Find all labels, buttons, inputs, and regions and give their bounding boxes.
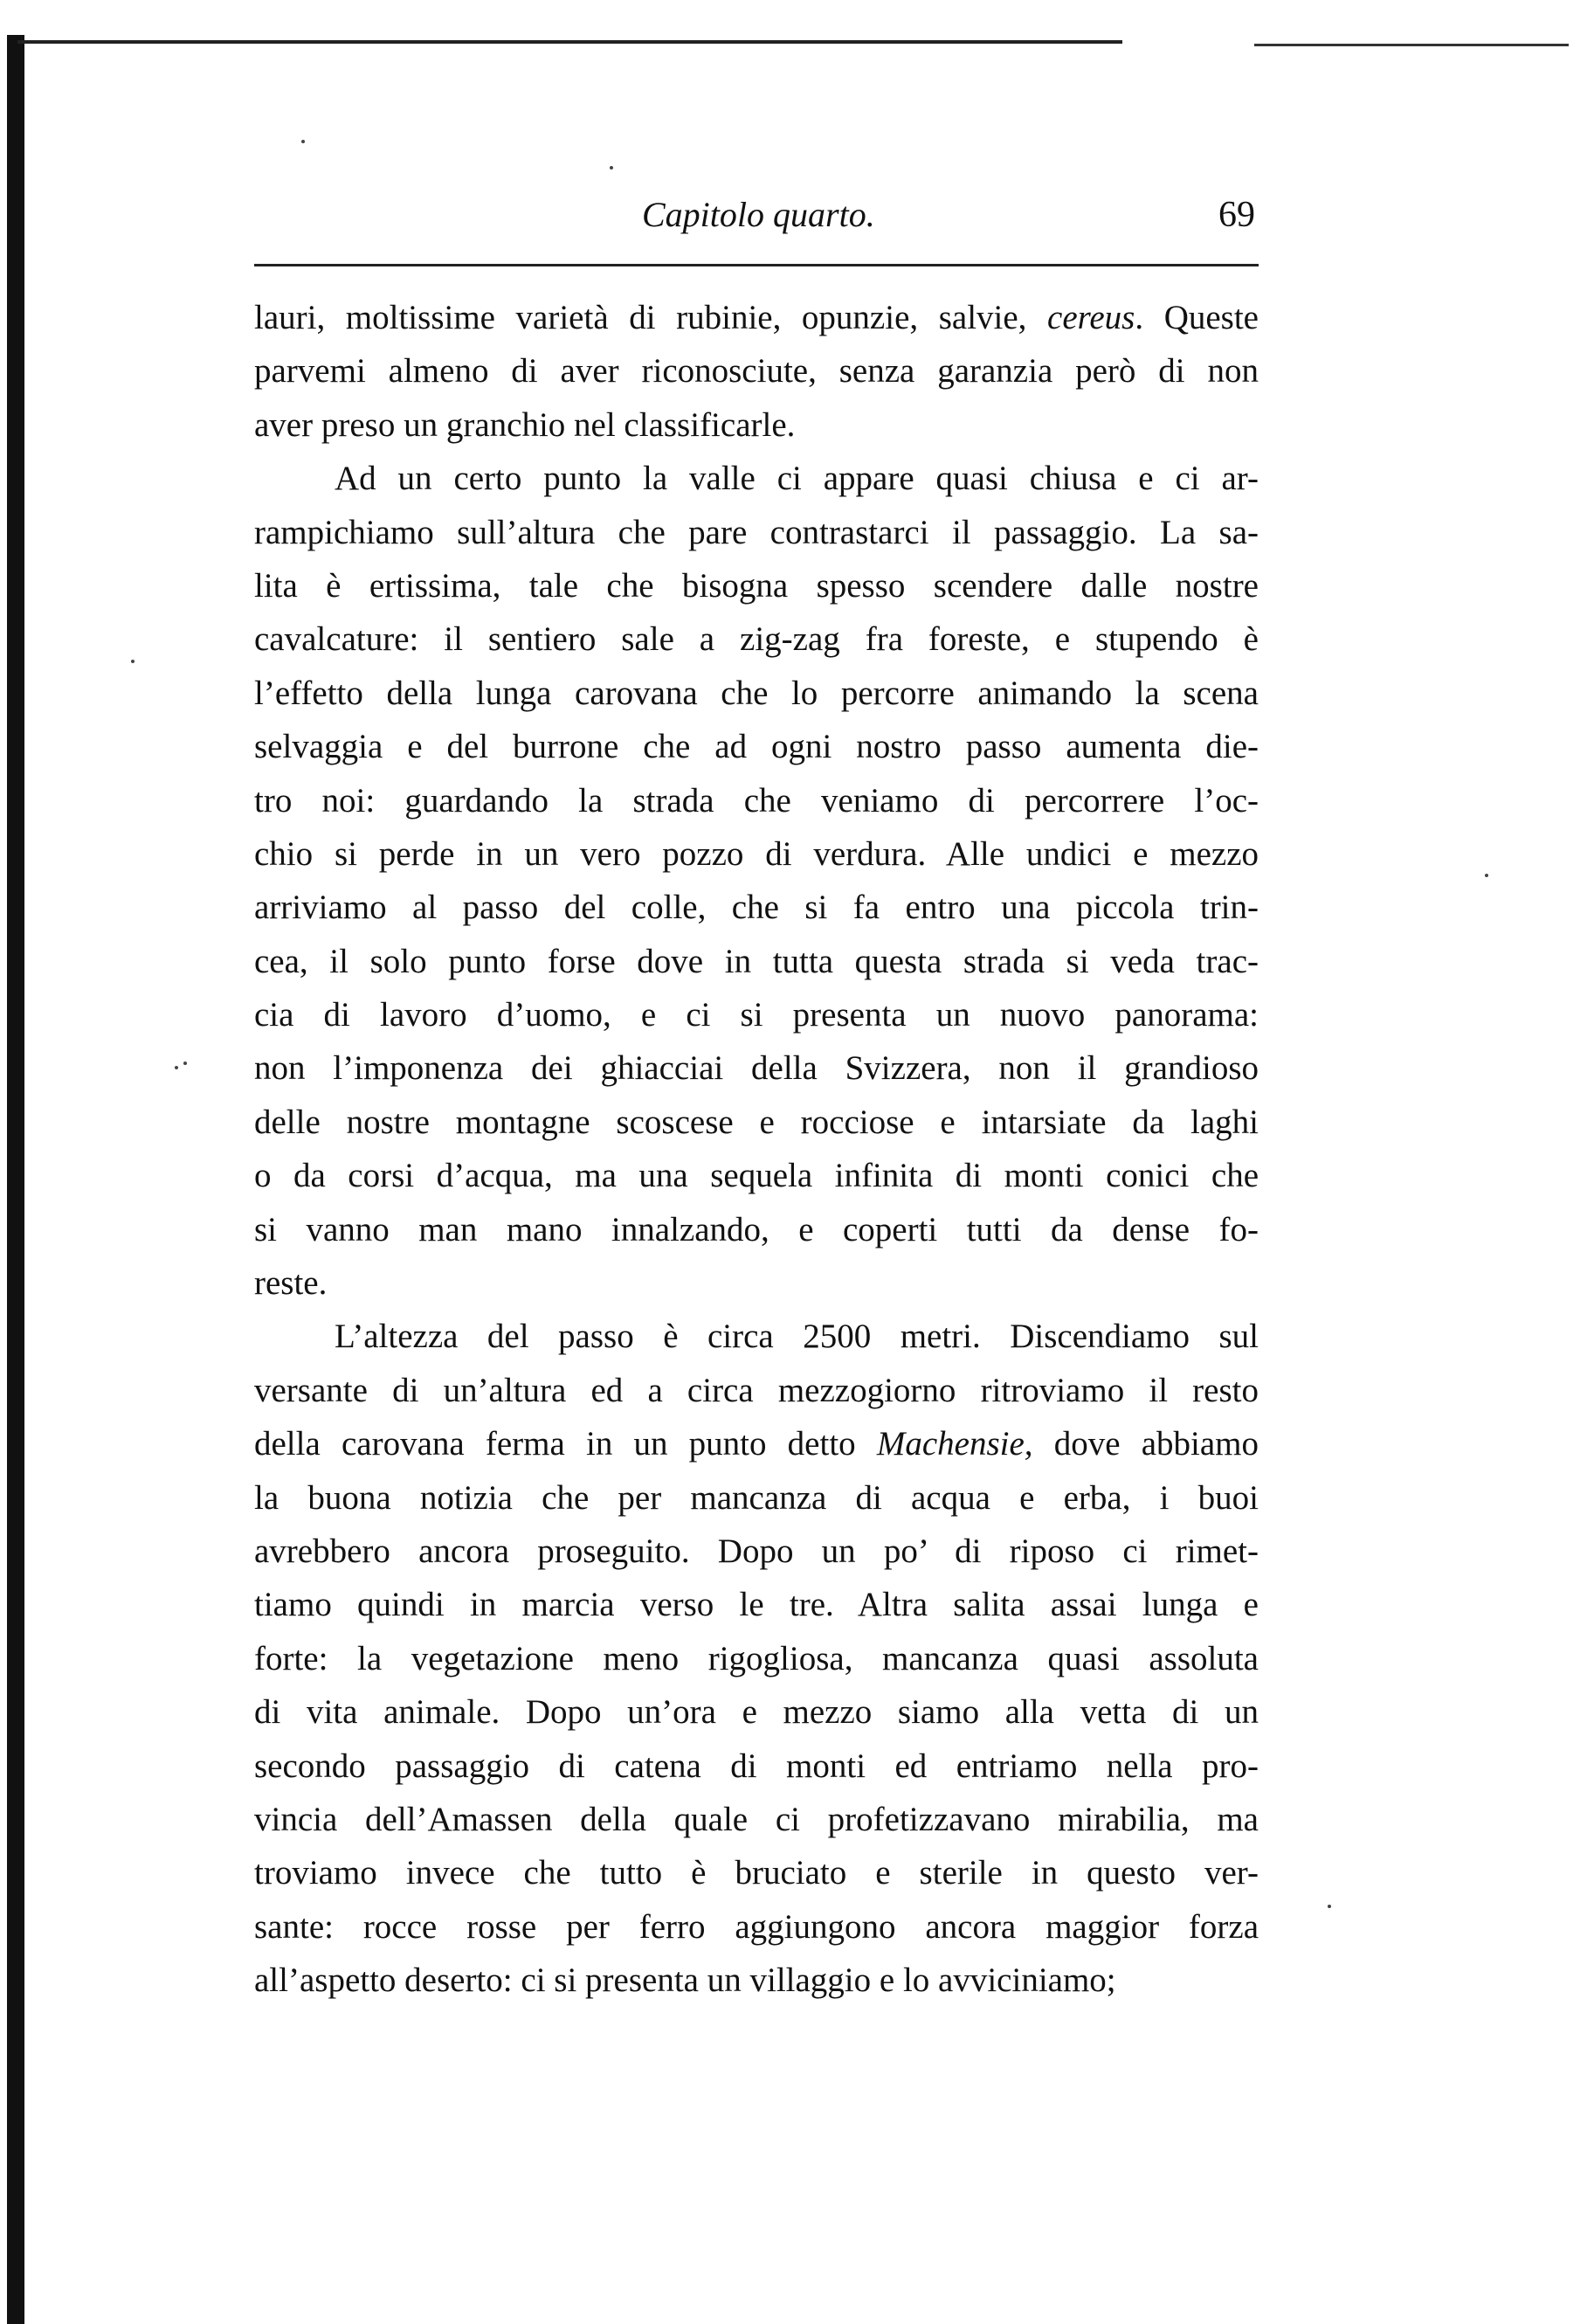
- text-line: [254, 612, 1259, 666]
- text-segment: cea, il solo punto forse dove in tutta questa strada si veda trac-: [254, 942, 1259, 980]
- text-line: [254, 1578, 1259, 1631]
- text-segment: si vanno man mano innalzando, e coperti tutti da dense fo-: [254, 1210, 1259, 1248]
- text-line: [254, 452, 1259, 505]
- text-segment: cavalcature: il sentiero sale a zig-zag fra foreste, e stupendo è: [254, 620, 1259, 659]
- text-segment: reste.: [254, 1264, 328, 1303]
- text-line: [254, 988, 1259, 1041]
- page-number: 69: [1218, 195, 1255, 235]
- text-line: [254, 1740, 1259, 1793]
- text-segment: lita è ertissima, tale che bisogna spesso scendere dalle nostre: [254, 566, 1259, 605]
- text-segment: troviamo invece che tutto è bruciato e sterile in questo ver-: [254, 1854, 1259, 1892]
- text-segment: versante di un’altura ed a circa mezzogiorno ritroviamo il resto: [254, 1371, 1259, 1409]
- italic-text: cereus: [1047, 299, 1135, 336]
- text-segment: la buona notizia che per mancanza di acqua e erba, i buoi: [254, 1478, 1259, 1517]
- speck: [175, 1066, 178, 1069]
- text-line: [254, 1685, 1259, 1739]
- text-line: [254, 1364, 1259, 1417]
- italic-text: Machensie,: [876, 1425, 1033, 1463]
- text-segment: cia di lavoro d’uomo, e ci si presenta un nuovo panorama:: [254, 996, 1259, 1034]
- text-segment: all’aspetto deserto: ci si presenta un villaggio e lo avviciniamo;: [254, 1961, 1116, 2000]
- text-segment: vincia dell’Amassen della quale ci profetizzavano mirabilia, ma: [254, 1800, 1259, 1838]
- text-line: [254, 291, 1259, 344]
- text-line: [254, 881, 1259, 934]
- text-line: [254, 344, 1259, 398]
- text-line: [254, 1525, 1259, 1578]
- text-line: [254, 720, 1259, 773]
- text-segment: o da corsi d’acqua, ma una sequela infinita di monti conici che: [254, 1157, 1259, 1195]
- text-line: [254, 1256, 1259, 1310]
- text-line: [254, 1310, 1259, 1363]
- text-segment: . Queste: [1135, 299, 1259, 336]
- text-line: [254, 1900, 1259, 1954]
- text-segment: forte: la vegetazione meno rigogliosa, mancanza quasi assoluta: [254, 1639, 1259, 1677]
- text-line: [254, 1417, 1259, 1470]
- text-line: [254, 1846, 1259, 1899]
- body-text: [254, 291, 1259, 2008]
- text-segment: aver preso un granchio nel classificarle.: [254, 405, 796, 444]
- text-line: [254, 774, 1259, 827]
- text-line: [254, 1793, 1259, 1846]
- header-rule: [254, 264, 1259, 266]
- text-segment: parvemi almeno di aver riconosciute, senza garanzia però di non: [254, 352, 1259, 391]
- text-segment: della carovana ferma in un punto detto: [254, 1425, 877, 1463]
- text-line: [254, 1203, 1259, 1256]
- text-line: [254, 827, 1259, 881]
- text-segment: di vita animale. Dopo un’ora e mezzo siamo alla vetta di un: [254, 1693, 1259, 1732]
- running-head: Capitolo quarto.: [642, 195, 875, 234]
- text-segment: sante: rocce rosse per ferro aggiungono ancora maggior forza: [254, 1907, 1259, 1946]
- text-segment: lauri, moltissime varietà di rubinie, opunzie, salvie,: [254, 299, 1048, 336]
- text-segment: delle nostre montagne scoscese e rocciose e intarsiate da laghi: [254, 1103, 1259, 1141]
- text-segment: secondo passaggio di catena di monti ed entriamo nella pro-: [254, 1746, 1259, 1785]
- speck: [610, 166, 613, 169]
- text-segment: l’effetto della lunga carovana che lo percorre animando la scena: [254, 674, 1259, 712]
- text-segment: Ad un certo punto la valle ci appare quasi chiusa e ci ar-: [335, 460, 1259, 498]
- speck: [183, 1062, 187, 1065]
- text-line: [254, 1954, 1259, 2007]
- text-line: [254, 1471, 1259, 1525]
- text-line: [254, 935, 1259, 988]
- top-scan-line: [17, 40, 1122, 44]
- text-line: [254, 559, 1259, 612]
- top-scan-line-right: [1254, 44, 1569, 46]
- text-segment: tiamo quindi in marcia verso le tre. Altra salita assai lunga e: [254, 1586, 1259, 1624]
- page-edge-shadow: [7, 35, 24, 2324]
- text-segment: dove abbiamo: [1032, 1425, 1259, 1463]
- speck: [1328, 1905, 1331, 1908]
- text-line: [254, 1041, 1259, 1095]
- text-segment: chio si perde in un vero pozzo di verdura. Alle undici e mezzo: [254, 834, 1259, 873]
- text-segment: rampichiamo sull’altura che pare contrastarci il passaggio. La sa-: [254, 513, 1259, 551]
- text-segment: selvaggia e del burrone che ad ogni nostro passo aumenta die-: [254, 728, 1259, 766]
- text-segment: L’altezza del passo è circa 2500 metri. Discendiamo sul: [335, 1318, 1259, 1356]
- speck: [1485, 874, 1488, 877]
- text-line: [254, 1149, 1259, 1202]
- text-segment: tro noi: guardando la strada che veniamo di percorrere l’oc-: [254, 781, 1259, 820]
- text-line: [254, 1632, 1259, 1685]
- text-line: [254, 667, 1259, 720]
- speck: [301, 140, 305, 143]
- text-segment: non l’imponenza dei ghiacciai della Svizzera, non il grandioso: [254, 1049, 1259, 1088]
- text-line: [254, 398, 1259, 452]
- text-line: [254, 506, 1259, 559]
- text-segment: arriviamo al passo del colle, che si fa entro una piccola trin-: [254, 889, 1259, 927]
- text-segment: avrebbero ancora proseguito. Dopo un po’ di riposo ci rimet-: [254, 1532, 1259, 1570]
- text-line: [254, 1096, 1259, 1149]
- speck: [131, 660, 135, 663]
